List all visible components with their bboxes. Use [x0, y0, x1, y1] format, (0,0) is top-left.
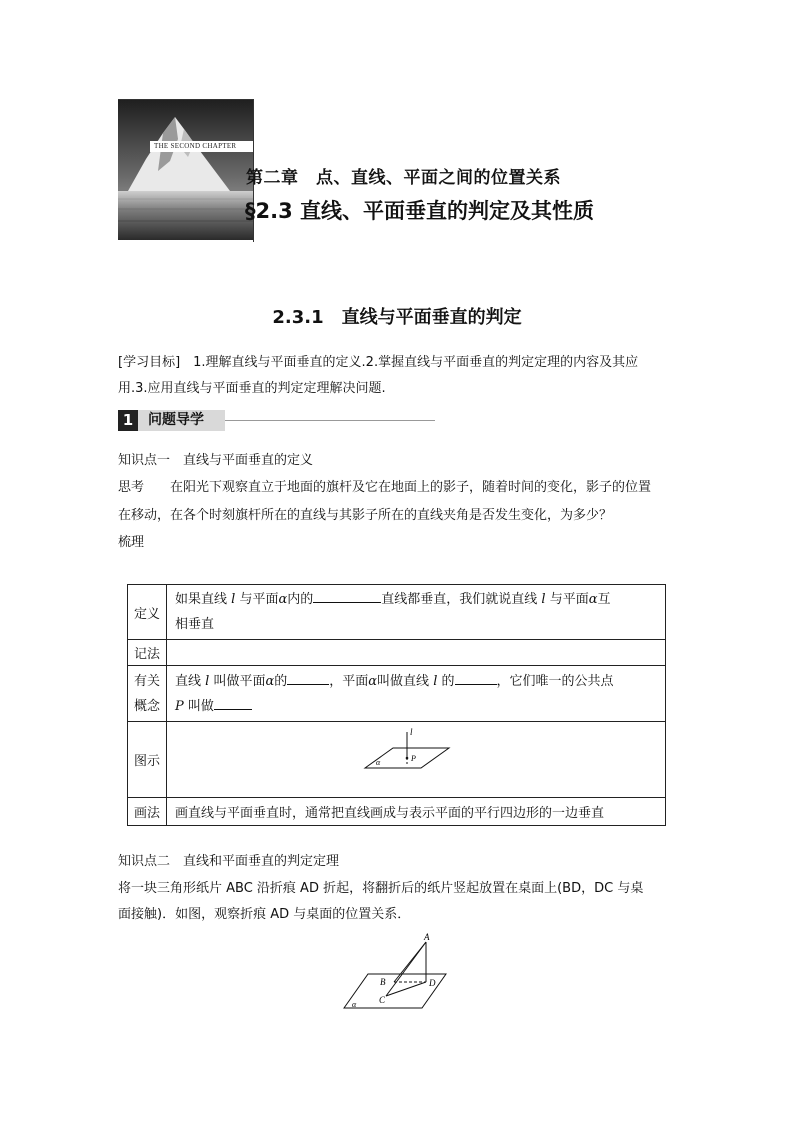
definition-line: [175, 587, 657, 612]
text: 与平面: [545, 592, 589, 607]
fill-blank[interactable]: [287, 671, 329, 685]
var-p: P: [175, 698, 184, 714]
var-alpha: α: [278, 592, 288, 607]
section-bar-label: 问题导学: [148, 412, 204, 428]
var-l: l: [541, 592, 546, 607]
think-question-line: 思考 在阳光下观察直立于地面的旗杆及它在地面上的影子，随着时间的变化，影子的位置: [118, 480, 652, 495]
var-alpha: α: [368, 673, 378, 689]
drawing-cell: 画直线与平面垂直时，通常把直线画成与表示平面的平行四边形的一边垂直: [167, 798, 666, 826]
var-alpha: α: [265, 673, 275, 689]
label-p: P: [411, 754, 416, 763]
folded-triangle-figure: [340, 932, 450, 1012]
var-l: l: [433, 673, 438, 689]
header-line: 有关: [133, 673, 160, 689]
paper-fold-text-line: 将一块三角形纸片 ABC 沿折痕 AD 折起，将翻折后的纸片竖起放置在桌面上(BD，DC 与桌: [118, 881, 644, 896]
concepts-cell: [167, 666, 666, 722]
fill-blank[interactable]: [214, 696, 252, 710]
table-row-figure: [128, 722, 666, 798]
label-D: D: [429, 978, 436, 988]
text: 直线: [175, 673, 206, 689]
row-header-definition: 定义: [128, 585, 167, 640]
table-row-drawing: [128, 798, 666, 826]
knowledge-point-heading: 知识点二 直线和平面垂直的判定定理: [118, 854, 340, 869]
label-A: A: [424, 932, 430, 942]
label-B: B: [380, 977, 386, 987]
row-header-concepts: [128, 666, 167, 722]
text: 的: [274, 673, 288, 689]
learning-objectives-line: [学习目标] 1.理解直线与平面垂直的定义.2.掌握直线与平面垂直的判定定理的内容及其应: [118, 355, 639, 370]
row-header-notation: 记法: [128, 640, 167, 666]
figure-cell: [167, 722, 666, 798]
knowledge-point-heading: 知识点一 直线与平面垂直的定义: [118, 453, 314, 468]
text: 直线都垂直，我们就说直线: [381, 592, 542, 607]
concepts-line: [175, 694, 657, 719]
text: ，平面: [329, 673, 369, 689]
text: 叫做直线: [377, 673, 434, 689]
learning-objectives-line: 用.3.应用直线与平面垂直的判定定理解决问题.: [118, 381, 386, 396]
label-l: l: [410, 727, 413, 737]
row-header-drawing: 画法: [128, 798, 167, 826]
notation-blank-cell[interactable]: [167, 640, 666, 666]
section-title: §2.3 直线、平面垂直的判定及其性质: [245, 199, 595, 223]
think-question-line: 在移动，在各个时刻旗杆所在的直线与其影子所在的直线夹角是否发生变化，为多少？: [118, 508, 613, 523]
fill-blank[interactable]: [313, 589, 381, 603]
text: 与平面: [235, 592, 279, 607]
var-alpha: α: [588, 592, 598, 607]
text: 的: [437, 673, 455, 689]
section-bar-number: 1: [118, 410, 138, 431]
paper-fold-text-line: 面接触)．如图，观察折痕 AD 与桌面的位置关系．: [118, 907, 411, 922]
label-alpha: α: [376, 758, 381, 767]
table-row-definition: [128, 585, 666, 640]
definition-table: [127, 584, 666, 826]
chapter-image-band-text: THE SECOND CHAPTER: [154, 142, 237, 150]
line-plane-perpendicular-figure: [167, 722, 647, 797]
definition-line: 相垂直: [175, 617, 215, 632]
text: 叫做平面: [209, 673, 266, 689]
section-bar-rule: [225, 420, 435, 421]
table-row-concepts: [128, 666, 666, 722]
chapter-image-frame: [118, 99, 254, 242]
header-line: 概念: [133, 698, 160, 714]
chapter-title: 第二章 点、直线、平面之间的位置关系: [246, 168, 561, 188]
label-C: C: [379, 995, 386, 1005]
label-alpha: α: [352, 1000, 357, 1009]
fill-blank[interactable]: [455, 671, 497, 685]
text: 互: [597, 592, 611, 607]
var-l: l: [231, 592, 236, 607]
var-l: l: [205, 673, 210, 689]
text: 内的: [287, 592, 314, 607]
subsection-title: 2.3.1 直线与平面垂直的判定: [272, 307, 522, 328]
text: 如果直线: [175, 592, 232, 607]
summary-label: 梳理: [118, 535, 145, 550]
definition-cell: [167, 585, 666, 640]
text: 叫做: [183, 698, 214, 714]
text: ，它们唯一的公共点: [496, 673, 614, 689]
row-header-figure: 图示: [128, 722, 167, 798]
concepts-line: [175, 669, 657, 694]
table-row-notation: [128, 640, 666, 666]
